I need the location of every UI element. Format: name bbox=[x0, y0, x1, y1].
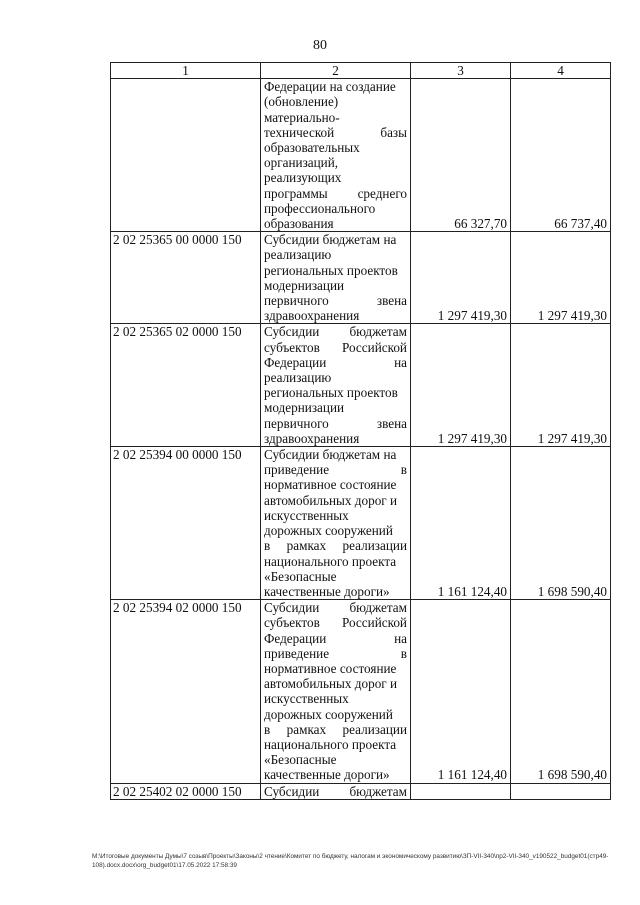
amount-col3-cell: 1 161 124,40 bbox=[411, 600, 511, 783]
description-line: первичного звена bbox=[264, 415, 407, 431]
description-line: Федерации на создание bbox=[264, 79, 396, 95]
description-line: качественные дороги» bbox=[264, 767, 390, 783]
table-row bbox=[111, 447, 611, 600]
description-line: нормативное состояние bbox=[264, 660, 397, 676]
budget-code-cell: 2 02 25365 00 0000 150 bbox=[111, 232, 261, 324]
amount-col4-cell: 1 297 419,30 bbox=[511, 324, 611, 447]
description-line: здравоохранения bbox=[264, 430, 360, 446]
description-line: в рамках реализации bbox=[264, 538, 407, 554]
description-line: модернизации bbox=[264, 277, 345, 293]
description-line: нормативное состояние bbox=[264, 477, 397, 493]
description-line: автомобильных дорог и bbox=[264, 676, 398, 692]
budget-table bbox=[110, 62, 611, 800]
description-line: здравоохранения bbox=[264, 308, 360, 324]
table-row bbox=[111, 783, 611, 799]
description-line: Субсидии бюджетам bbox=[264, 600, 407, 616]
description-line: дорожных сооружений bbox=[264, 706, 393, 722]
amount-col4-cell: 1 698 590,40 bbox=[511, 447, 611, 600]
column-header-4: 4 bbox=[511, 63, 611, 79]
amount-col3-cell: 1 297 419,30 bbox=[411, 324, 511, 447]
description-line: национального проекта bbox=[264, 553, 397, 569]
budget-code-cell: 2 02 25365 02 0000 150 bbox=[111, 324, 261, 447]
description-line: Субсидии бюджетам bbox=[264, 324, 407, 340]
table-row bbox=[111, 324, 611, 447]
amount-col4-cell: 66 737,40 bbox=[511, 79, 611, 232]
table-row bbox=[111, 232, 611, 324]
description-line: Субсидии бюджетам на bbox=[264, 232, 397, 248]
description-line: реализацию bbox=[264, 370, 332, 386]
description-line: дорожных сооружений bbox=[264, 523, 393, 539]
description-line: образовательных bbox=[264, 140, 360, 156]
description-line: профессионального bbox=[264, 200, 376, 216]
description-line: реализующих bbox=[264, 170, 342, 186]
table-row bbox=[111, 600, 611, 783]
description-line: национального проекта bbox=[264, 736, 397, 752]
amount-col4-cell bbox=[511, 783, 611, 799]
amount-col3-cell bbox=[411, 783, 511, 799]
description-line: субъектов Российской bbox=[264, 615, 407, 631]
amount-col3-cell: 1 161 124,40 bbox=[411, 447, 511, 600]
description-cell bbox=[261, 447, 411, 600]
table-row bbox=[111, 79, 611, 232]
description-cell bbox=[261, 79, 411, 232]
description-line: автомобильных дорог и bbox=[264, 492, 398, 508]
budget-code-cell bbox=[111, 79, 261, 232]
description-line: «Безопасные bbox=[264, 752, 337, 768]
budget-code-cell: 2 02 25394 02 0000 150 bbox=[111, 600, 261, 783]
description-line: качественные дороги» bbox=[264, 583, 390, 599]
file-path-footer: M:\Итоговые документы Думы\7 созыв\Проекты\Законы\2 чтение\Комитет по бюджету, налогам и экономическому развитию\ЗП-VII-340\пр2-VII-340_v190522_budget01(стр49-108).docx.docx\org_budget01\17.05.2022 17:58:39 bbox=[92, 853, 609, 869]
description-line: Субсидии бюджетам bbox=[264, 783, 407, 799]
description-line: образования bbox=[264, 216, 334, 232]
description-line: Федерации на bbox=[264, 354, 407, 370]
description-line: материально- bbox=[264, 109, 340, 125]
description-line: Федерации на bbox=[264, 630, 407, 646]
description-line: технической базы bbox=[264, 124, 407, 140]
amount-col3-cell: 1 297 419,30 bbox=[411, 232, 511, 324]
budget-code-cell: 2 02 25394 00 0000 150 bbox=[111, 447, 261, 600]
description-cell bbox=[261, 324, 411, 447]
description-cell bbox=[261, 783, 411, 799]
description-cell bbox=[261, 232, 411, 324]
description-line: в рамках реализации bbox=[264, 721, 407, 737]
table-header-row bbox=[111, 63, 611, 79]
column-header-3: 3 bbox=[411, 63, 511, 79]
column-header-1: 1 bbox=[111, 63, 261, 79]
description-line: субъектов Российской bbox=[264, 339, 407, 355]
description-line: реализацию bbox=[264, 247, 332, 263]
description-line: (обновление) bbox=[264, 94, 339, 110]
description-cell bbox=[261, 600, 411, 783]
description-line: приведение в bbox=[264, 462, 407, 478]
description-line: модернизации bbox=[264, 400, 345, 416]
column-header-2: 2 bbox=[261, 63, 411, 79]
description-line: организаций, bbox=[264, 155, 339, 171]
amount-col3-cell: 66 327,70 bbox=[411, 79, 511, 232]
description-line: Субсидии бюджетам на bbox=[264, 447, 397, 463]
description-line: региональных проектов bbox=[264, 262, 398, 278]
description-line: первичного звена bbox=[264, 293, 407, 309]
description-line: искусственных bbox=[264, 691, 349, 707]
amount-col4-cell: 1 698 590,40 bbox=[511, 600, 611, 783]
amount-col4-cell: 1 297 419,30 bbox=[511, 232, 611, 324]
page-number: 80 bbox=[313, 38, 327, 53]
description-line: программы среднего bbox=[264, 185, 407, 201]
description-line: искусственных bbox=[264, 507, 349, 523]
budget-code-cell: 2 02 25402 02 0000 150 bbox=[111, 783, 261, 799]
description-line: приведение в bbox=[264, 645, 407, 661]
description-line: «Безопасные bbox=[264, 568, 337, 584]
description-line: региональных проектов bbox=[264, 385, 398, 401]
